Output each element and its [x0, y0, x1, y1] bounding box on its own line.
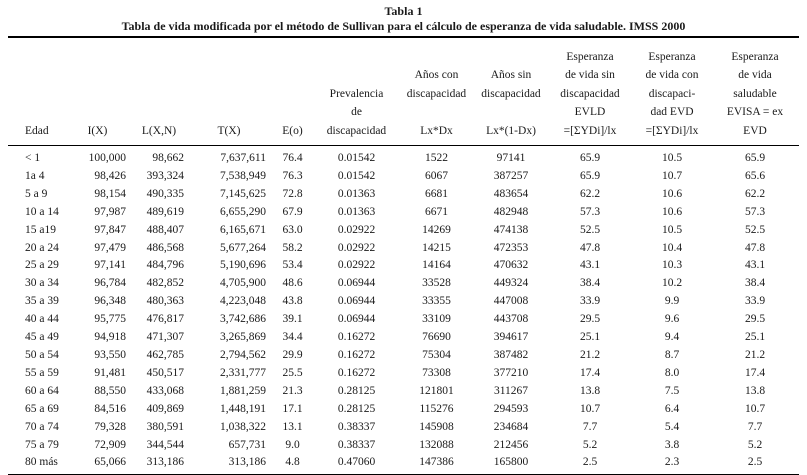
cell-anos-con-discapacidad: 73308	[422, 366, 451, 379]
cell-evld: 38.4	[579, 277, 601, 290]
cell-evd: 3.8	[664, 438, 680, 451]
column-header-line: E(o)	[282, 124, 303, 137]
cell-tx: 7,145,625	[220, 187, 266, 200]
cell-anos-con-discapacidad: 75304	[422, 349, 451, 361]
cell-evisa: 17.4	[744, 366, 766, 379]
cell-anos-con-discapacidad: 14215	[422, 241, 451, 254]
cell-anos-con-discapacidad: 33355	[422, 295, 451, 308]
cell-evd: 10.5	[661, 152, 683, 165]
cell-evld: 33.9	[579, 295, 601, 308]
cell-evld: 2.5	[582, 456, 598, 469]
cell-prevalencia: 0.38337	[337, 438, 376, 451]
cell-tx: 1,881,259	[220, 384, 266, 397]
cell-evisa: 62.2	[744, 187, 766, 200]
cell-anos-sin-discapacidad: 234684	[493, 420, 529, 433]
column-header-line: Años sin	[490, 69, 532, 82]
column-header-evisa	[711, 37, 799, 146]
table-header-row	[8, 37, 799, 146]
cell-anos-sin-discapacidad: 472353	[493, 241, 529, 254]
table-row	[8, 329, 799, 347]
cell-prevalencia: 0.28125	[337, 402, 376, 415]
column-header-line: I(X)	[87, 124, 108, 137]
column-header-line: Esperanza	[648, 51, 696, 63]
cell-evld: 47.8	[579, 241, 601, 254]
cell-tx: 1,038,322	[220, 420, 266, 433]
column-header-tx	[188, 37, 270, 146]
cell-eo: 13.1	[282, 420, 303, 433]
cell-evd: 7.5	[664, 384, 680, 397]
cell-anos-sin-discapacidad: 97141	[496, 152, 526, 165]
cell-evld: 57.3	[579, 205, 601, 218]
cell-anos-sin-discapacidad: 387257	[493, 169, 529, 182]
cell-evld: 62.2	[579, 187, 601, 200]
cell-ix: 98,426	[94, 169, 126, 182]
cell-prevalencia: 0.01542	[337, 152, 376, 165]
cell-anos-con-discapacidad: 1522	[425, 152, 448, 165]
column-header-prevalencia	[315, 37, 398, 146]
cell-anos-sin-discapacidad: 311267	[493, 384, 529, 397]
cell-lxn: 344,544	[146, 438, 184, 451]
cell-evd: 5.4	[664, 420, 680, 433]
cell-evisa: 33.9	[744, 295, 766, 308]
table-row	[8, 311, 799, 329]
column-header-edad	[8, 37, 65, 146]
cell-prevalencia: 0.01542	[337, 169, 376, 182]
cell-lxn: 462,785	[146, 349, 184, 361]
cell-eo: 53.4	[282, 259, 303, 272]
cell-tx: 4,705,900	[220, 277, 266, 290]
cell-lxn: 484,796	[146, 259, 184, 272]
column-header-line: discapacidad	[326, 124, 387, 137]
column-header-line: Esperanza	[566, 51, 614, 63]
table-row	[8, 293, 799, 311]
cell-prevalencia: 0.47060	[337, 456, 376, 469]
cell-eo: 9.0	[285, 438, 300, 451]
column-header-line: Lx*Dx	[420, 124, 453, 137]
table-row	[8, 347, 799, 365]
cell-evd: 10.7	[661, 169, 683, 182]
column-header-line: EVD	[743, 124, 767, 137]
cell-edad: 60 a 64	[25, 384, 59, 397]
column-header-line: Esperanza	[731, 51, 779, 63]
column-header-anos-sin-discapacidad	[475, 37, 547, 146]
column-header-line: discapacidad	[560, 87, 620, 100]
cell-ix: 96,348	[94, 295, 126, 308]
table-row	[8, 365, 799, 383]
cell-ix: 98,154	[94, 187, 126, 200]
column-header-line: discapacidad	[481, 87, 541, 100]
table-row	[8, 204, 799, 222]
column-header-line: Edad	[25, 124, 49, 137]
cell-prevalencia: 0.02922	[337, 241, 376, 254]
cell-eo: 76.3	[282, 169, 303, 182]
cell-ix: 97,141	[94, 259, 126, 272]
cell-prevalencia: 0.01363	[337, 187, 376, 200]
cell-prevalencia: 0.16272	[337, 331, 376, 344]
column-header-lxn	[130, 37, 188, 146]
cell-evld: 29.5	[579, 313, 601, 326]
cell-ix: 88,550	[94, 384, 126, 397]
cell-lxn: 313,186	[146, 456, 184, 469]
cell-lxn: 471,307	[146, 331, 184, 344]
cell-edad: 80 más	[25, 456, 58, 469]
table-row	[8, 240, 799, 258]
cell-tx: 2,794,562	[220, 349, 266, 361]
cell-ix: 94,918	[94, 331, 126, 344]
cell-lxn: 488,407	[146, 223, 184, 236]
column-header-line: L(X,N)	[141, 124, 177, 137]
cell-evd: 10.6	[661, 205, 683, 218]
cell-tx: 4,223,048	[220, 295, 266, 308]
cell-lxn: 98,662	[152, 152, 184, 165]
cell-anos-con-discapacidad: 6681	[425, 187, 448, 200]
cell-evld: 5.2	[582, 438, 598, 451]
cell-anos-con-discapacidad: 145908	[419, 420, 454, 433]
cell-eo: 63.0	[282, 223, 303, 236]
cell-evd: 9.4	[664, 331, 680, 344]
cell-evisa: 38.4	[744, 277, 766, 290]
cell-evld: 17.4	[579, 366, 601, 379]
column-header-line: EVISA = ex	[726, 106, 784, 119]
column-header-line: EVLD	[574, 106, 606, 119]
cell-anos-con-discapacidad: 6067	[425, 169, 448, 182]
cell-edad: 40 a 44	[25, 313, 59, 326]
table-row	[8, 275, 799, 293]
cell-edad: 20 a 24	[25, 241, 59, 254]
cell-evisa: 43.1	[744, 259, 766, 272]
cell-evisa: 2.5	[747, 456, 763, 469]
cell-eo: 4.8	[285, 456, 300, 469]
cell-ix: 65,066	[94, 456, 126, 469]
cell-lxn: 482,852	[146, 277, 184, 290]
column-header-line	[475, 103, 547, 121]
cell-prevalencia: 0.06944	[337, 295, 376, 308]
cell-prevalencia: 0.01363	[337, 205, 376, 218]
table-row	[8, 401, 799, 419]
cell-evd: 9.6	[664, 313, 680, 326]
cell-eo: 39.1	[282, 313, 303, 326]
table-caption	[8, 4, 799, 33]
life-table	[8, 36, 799, 475]
cell-edad: 10 a 14	[25, 205, 59, 218]
cell-edad: 30 a 34	[25, 277, 59, 290]
cell-lxn: 380,591	[146, 420, 184, 433]
cell-evd: 2.3	[664, 456, 680, 469]
cell-ix: 97,987	[94, 205, 126, 218]
cell-edad: < 1	[25, 152, 41, 165]
table-row	[8, 146, 799, 168]
cell-ix: 79,328	[94, 420, 126, 433]
cell-prevalencia: 0.02922	[337, 259, 376, 272]
cell-prevalencia: 0.16272	[337, 366, 376, 379]
cell-prevalencia: 0.02922	[337, 223, 376, 236]
cell-evisa: 25.1	[744, 331, 766, 344]
cell-anos-con-discapacidad: 115276	[419, 402, 454, 415]
column-header-line: =[ΣYDi]/lx	[645, 124, 699, 137]
cell-evisa: 13.8	[744, 384, 766, 397]
cell-anos-con-discapacidad: 147386	[419, 456, 454, 469]
cell-evld: 52.5	[579, 223, 601, 236]
cell-anos-sin-discapacidad: 294593	[493, 402, 529, 415]
cell-tx: 5,677,264	[220, 241, 266, 254]
cell-anos-sin-discapacidad: 474138	[493, 223, 529, 236]
cell-evld: 43.1	[579, 259, 601, 272]
cell-ix: 97,847	[94, 223, 126, 236]
cell-tx: 2,331,777	[220, 366, 266, 379]
cell-eo: 34.4	[282, 331, 303, 344]
cell-eo: 29.9	[282, 349, 303, 361]
cell-evisa: 21.2	[744, 349, 766, 361]
cell-ix: 95,775	[94, 313, 126, 326]
cell-anos-con-discapacidad: 6671	[425, 205, 448, 218]
column-header-evd	[633, 37, 711, 146]
column-header-line: discapaci-	[648, 87, 696, 100]
cell-anos-sin-discapacidad: 387482	[493, 349, 529, 361]
table-row	[8, 168, 799, 186]
cell-prevalencia: 0.06944	[337, 277, 376, 290]
cell-anos-con-discapacidad: 132088	[419, 438, 454, 451]
column-header-line: =[ΣYDi]/lx	[563, 124, 617, 137]
cell-edad: 5 a 9	[25, 187, 48, 200]
table-row	[8, 419, 799, 437]
table-row	[8, 454, 799, 474]
cell-evd: 10.4	[661, 241, 683, 254]
cell-anos-sin-discapacidad: 394617	[493, 331, 529, 344]
cell-edad: 50 a 54	[25, 349, 59, 361]
column-header-anos-con-discapacidad	[398, 37, 475, 146]
cell-lxn: 476,817	[146, 313, 184, 326]
column-header-line: T(X)	[217, 124, 241, 137]
cell-prevalencia: 0.38337	[337, 420, 376, 433]
cell-evisa: 29.5	[744, 313, 766, 326]
column-header-line	[398, 103, 475, 121]
cell-lxn: 393,324	[146, 169, 184, 182]
cell-tx: 3,265,869	[220, 331, 266, 344]
column-header-eo	[270, 37, 315, 146]
cell-tx: 6,165,671	[220, 223, 266, 236]
cell-eo: 43.8	[282, 295, 303, 308]
cell-evd: 8.7	[664, 349, 680, 361]
cell-tx: 5,190,696	[220, 259, 266, 272]
cell-anos-sin-discapacidad: 443708	[493, 313, 529, 326]
cell-anos-sin-discapacidad: 483654	[493, 187, 529, 200]
column-header-line: Lx*(1-Dx)	[486, 124, 536, 137]
cell-lxn: 490,335	[146, 187, 184, 200]
cell-ix: 96,784	[94, 277, 126, 290]
cell-evisa: 5.2	[747, 438, 763, 451]
cell-evd: 10.5	[661, 223, 683, 236]
cell-evisa: 10.7	[744, 402, 766, 415]
cell-tx: 7,538,949	[220, 169, 266, 182]
cell-anos-sin-discapacidad: 482948	[493, 205, 529, 218]
column-header-line: Prevalencia	[329, 87, 384, 100]
cell-prevalencia: 0.28125	[337, 384, 376, 397]
cell-anos-sin-discapacidad: 212456	[493, 438, 529, 451]
cell-edad: 45 a 49	[25, 331, 59, 344]
cell-anos-con-discapacidad: 121801	[419, 384, 454, 397]
cell-edad: 15 a19	[25, 223, 56, 236]
column-header-evld	[547, 37, 633, 146]
cell-anos-con-discapacidad: 14164	[422, 259, 451, 272]
cell-eo: 17.1	[282, 402, 303, 415]
cell-lxn: 450,517	[146, 366, 184, 379]
cell-anos-sin-discapacidad: 165800	[493, 456, 529, 469]
cell-ix: 100,000	[88, 152, 126, 165]
table-row	[8, 222, 799, 240]
cell-evisa: 65.6	[744, 169, 766, 182]
cell-edad: 1a 4	[25, 169, 45, 182]
column-header-line: de vida sin	[565, 69, 615, 82]
cell-evisa: 52.5	[744, 223, 766, 236]
cell-evisa: 47.8	[744, 241, 766, 254]
cell-ix: 93,550	[94, 349, 126, 361]
cell-lxn: 433,068	[146, 384, 184, 397]
cell-eo: 72.8	[282, 187, 303, 200]
cell-tx: 7,637,611	[220, 152, 266, 165]
cell-edad: 55 a 59	[25, 366, 59, 379]
table-header	[8, 37, 799, 146]
cell-prevalencia: 0.16272	[337, 349, 376, 361]
cell-anos-sin-discapacidad: 447008	[493, 295, 529, 308]
cell-ix: 72,909	[94, 438, 126, 451]
cell-anos-con-discapacidad: 33109	[422, 313, 451, 326]
column-header-line: Años con	[414, 69, 459, 82]
cell-anos-sin-discapacidad: 377210	[493, 366, 529, 379]
cell-evd: 10.6	[661, 187, 683, 200]
cell-evisa: 57.3	[744, 205, 766, 218]
column-header-line: saludable	[733, 87, 777, 100]
table-row	[8, 257, 799, 275]
cell-evld: 7.7	[582, 420, 598, 433]
cell-evd: 9.9	[664, 295, 680, 308]
cell-evld: 25.1	[579, 331, 601, 344]
cell-eo: 76.4	[282, 152, 303, 165]
cell-evld: 10.7	[579, 402, 601, 415]
cell-evisa: 65.9	[744, 152, 766, 165]
cell-ix: 91,481	[94, 366, 126, 379]
cell-tx: 3,742,686	[220, 313, 266, 326]
table-row	[8, 383, 799, 401]
table-body	[8, 146, 799, 475]
cell-anos-sin-discapacidad: 470632	[493, 259, 529, 272]
cell-evisa: 7.7	[747, 420, 763, 433]
column-header-line: discapacidad	[406, 87, 467, 100]
cell-lxn: 409,869	[146, 402, 184, 415]
table-title: Tabla de vida modificada por el método de Sullivan para el cálculo de esperanza de vida saludable. IMSS 2000	[121, 18, 686, 33]
cell-evd: 10.3	[661, 259, 683, 272]
cell-anos-sin-discapacidad: 449324	[493, 277, 529, 290]
table-row	[8, 437, 799, 455]
cell-edad: 65 a 69	[25, 402, 59, 415]
cell-eo: 58.2	[282, 241, 303, 254]
cell-evd: 10.2	[661, 277, 683, 290]
cell-lxn: 480,363	[146, 295, 184, 308]
cell-anos-con-discapacidad: 76690	[422, 331, 451, 344]
cell-edad: 70 a 74	[25, 420, 59, 433]
cell-evld: 13.8	[579, 384, 601, 397]
column-header-line: de vida	[738, 69, 772, 82]
cell-ix: 97,479	[94, 241, 126, 254]
cell-eo: 21.3	[282, 384, 303, 397]
cell-edad: 75 a 79	[25, 438, 59, 451]
cell-edad: 25 a 29	[25, 259, 59, 272]
column-header-ix	[65, 37, 130, 146]
cell-tx: 1,448,191	[220, 402, 266, 415]
table-number: Tabla 1	[384, 4, 423, 18]
cell-lxn: 489,619	[146, 205, 184, 218]
column-header-line: de	[351, 106, 362, 119]
cell-evld: 65.9	[579, 169, 601, 182]
cell-anos-con-discapacidad: 33528	[422, 277, 451, 290]
cell-ix: 84,516	[94, 402, 126, 415]
cell-evld: 21.2	[579, 349, 601, 361]
cell-tx: 313,186	[228, 456, 266, 469]
cell-prevalencia: 0.06944	[337, 313, 376, 326]
cell-evd: 6.4	[664, 402, 680, 415]
column-header-line: de vida con	[645, 69, 699, 82]
cell-eo: 48.6	[282, 277, 303, 290]
table-row	[8, 186, 799, 204]
cell-tx: 6,655,290	[220, 205, 266, 218]
cell-anos-con-discapacidad: 14269	[422, 223, 451, 236]
cell-evld: 65.9	[579, 152, 601, 165]
cell-lxn: 486,568	[146, 241, 184, 254]
cell-eo: 25.5	[282, 366, 303, 379]
cell-edad: 35 a 39	[25, 295, 59, 308]
cell-eo: 67.9	[282, 205, 303, 218]
cell-tx: 657,731	[228, 438, 266, 451]
column-header-line: dad EVD	[650, 106, 694, 119]
cell-evd: 8.0	[664, 366, 680, 379]
